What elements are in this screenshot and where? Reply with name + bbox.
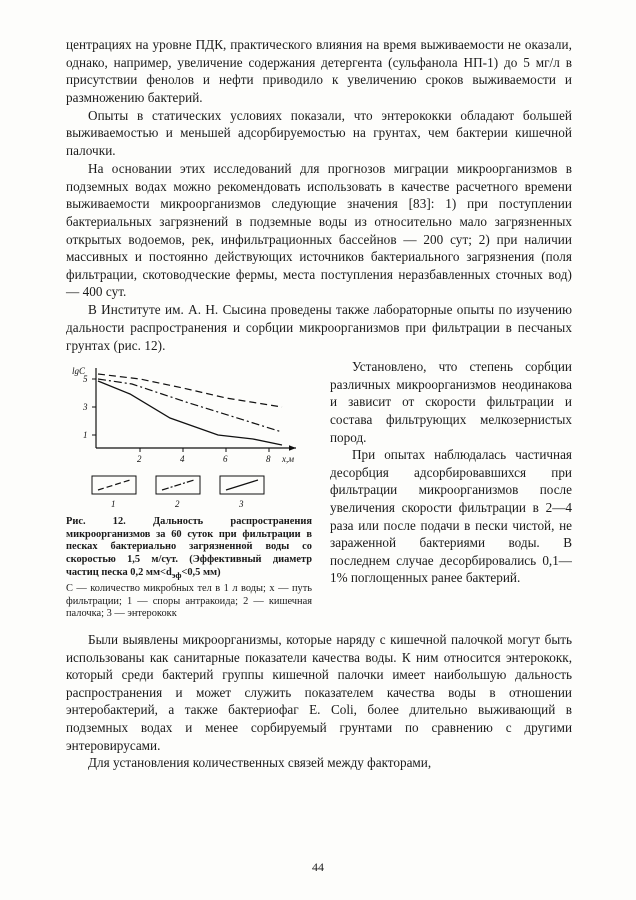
figure-caption-bold-tail: <0,5 мм) [181, 566, 221, 578]
figure-12 [66, 358, 318, 621]
svg-text:3: 3 [83, 402, 88, 413]
figure-caption [66, 516, 312, 621]
chart-area [68, 362, 314, 466]
figure-caption-legend: C — количество микробных тел в 1 л воды; x — путь фильтрации; 1 — споры антракоида; 2 — кишечная палочка; 3 — энтерококк [66, 583, 312, 620]
side-text-column [330, 358, 572, 587]
figure-caption-sub: эф [171, 569, 182, 580]
page-content [66, 36, 572, 772]
y-axis-label: lgC [72, 366, 86, 377]
figure-and-text-block [66, 358, 572, 621]
svg-text:5: 5 [83, 374, 88, 385]
figure-caption-bold: Рис. 12. Дальность распространения микроорганизмов за 60 суток при фильтрации в песках бактериально загрязненной воды со скоростью 1,5 м/сут. (Эффективный диаметр частиц песка 0,2 мм<d [66, 516, 312, 578]
paragraph: На основании этих исследований для прогнозов миграции микроорганизмов в подземных водах можно рекомендовать использовать в качестве расчетного времени выживаемости микроорганизмов следующие значения [83]: 1) при поступлении бактериальных загрязнений в подземные воды из относительно мало загрязненных открытых водоемов, рек, инфильтрационных бассейнов — 200 сут; 2) при наличии массивных и постоянно действующих источников бактериального загрязнения (поля фильтрации, скотоводческие фермы, места поступления неразбавленных сточных вод) — 400 сут. [66, 161, 572, 300]
svg-text:3: 3 [239, 499, 244, 510]
line-chart [68, 362, 314, 466]
legend-symbols [70, 472, 316, 510]
paragraph: При опытах наблюдалась частичная десорбция адсорбировавшихся при фильтрации микроорганизмов после увеличения скорости фильтрации в 2—4 раза или после подачи в пески чистой, не зараженной бактериями воды. В последнем случае десорбировались 0,1—1% поглощенных ранее бактерий. [330, 447, 572, 586]
paragraph: Были выявлены микроорганизмы, которые наряду с кишечной палочкой могут быть использованы как санитарные показатели качества воды. К ним относится энтерококк, который среди бактерий группы кишечной палочки имеет наибольшую дальность распространения и может служить показателем качества воды в отношении энтеробактерий, а также бактериофаг E. Coli, более длительно выживающий в подземных водах и менее сорбируемый грунтами по сравнению с другими энтеровирусами. [66, 632, 572, 753]
bottom-text-block [66, 621, 572, 772]
svg-text:6: 6 [223, 454, 228, 465]
paragraph: центрациях на уровне ПДК, практического влияния на время выживаемости не оказали, однако, например, увеличение содержания детергента (сульфанола НП-1) до 5 мг/л в присутствии фенолов и нефти приводило к увеличению сроков выживаемости и размножению бактерий. [66, 37, 572, 105]
svg-text:x,м: x,м [282, 454, 294, 465]
paragraph: Для установления количественных связей между факторами, [88, 755, 432, 771]
svg-text:2: 2 [175, 499, 180, 510]
figure-legend [70, 472, 316, 510]
page-number: 44 [312, 860, 324, 874]
svg-text:8: 8 [266, 454, 271, 465]
paragraph: В Институте им. А. Н. Сысина проведены также лабораторные опыты по изучению дальности распространения и сорбции микроорганизмов при фильтрации в песчаных грунтах (рис. 12). [66, 302, 572, 353]
svg-text:1: 1 [111, 499, 116, 510]
svg-text:4: 4 [180, 454, 185, 465]
svg-text:1: 1 [83, 430, 88, 441]
paragraph: Установлено, что степень сорбции различных микроорганизмов неодинакова и зависит от скорости фильтрации и состава фильтрующих мелкозернистых пород. [330, 359, 572, 445]
svg-text:2: 2 [137, 454, 142, 465]
paragraph: Опыты в статических условиях показали, что энтерококки обладают большей выживаемостью и меньшей адсорбируемостью на грунтах, чем бактерии кишечной палочки. [66, 107, 572, 159]
